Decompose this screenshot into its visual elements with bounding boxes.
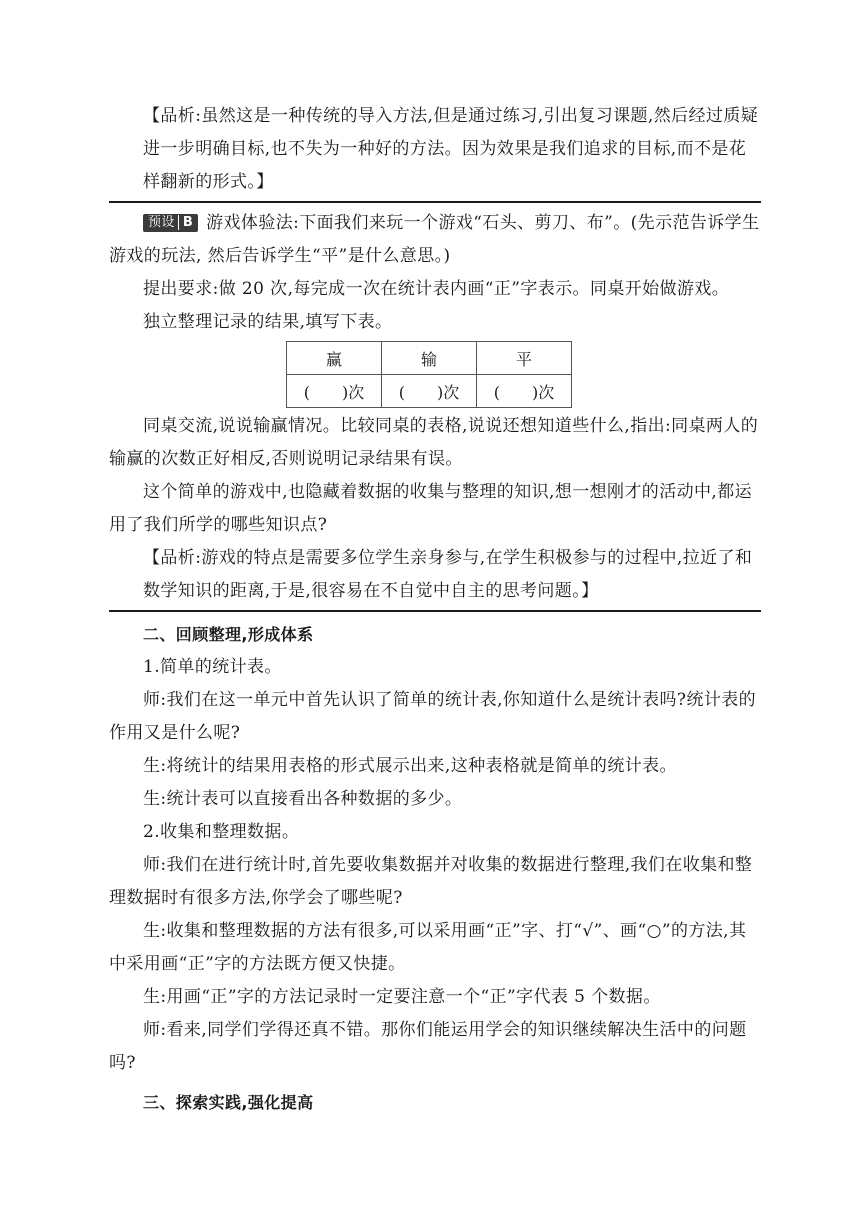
table-header-win: 赢: [287, 342, 382, 375]
table-header-draw: 平: [477, 342, 572, 375]
table-cell-draw: ( )次: [477, 375, 572, 408]
table-cell-lose: ( )次: [382, 375, 477, 408]
table-header-lose: 输: [382, 342, 477, 375]
student-answer-1: 生:将统计的结果用表格的形式展示出来,这种表格就是简单的统计表。: [143, 756, 677, 776]
student-answer-4: 生:用画“正”字的方法记录时一定要注意一个“正”字代表 5 个数据。: [143, 987, 661, 1007]
table-cell-win: ( )次: [287, 375, 382, 408]
preset-tag-label: 预设: [148, 215, 175, 230]
preset-b-text: 游戏体验法:下面我们来玩一个游戏“石头、剪刀、布”。(先示范告诉学生游戏的玩法, 然后告诉学生“平”是什么意思。): [109, 213, 760, 266]
hidden-knowledge-paragraph: 这个简单的游戏中,也隐藏着数据的收集与整理的知识,想一想刚才的活动中,都运用了我们所学的哪些知识点?: [109, 482, 753, 535]
item-1-title: 1.简单的统计表。: [143, 657, 282, 677]
fill-table-paragraph: 独立整理记录的结果,填写下表。: [143, 312, 393, 332]
item-2-title: 2.收集和整理数据。: [143, 822, 300, 842]
teacher-question-3: 师:看来,同学们学得还真不错。那你们能运用学会的知识继续解决生活中的问题吗?: [109, 1020, 747, 1073]
student-answer-2: 生:统计表可以直接看出各种数据的多少。: [143, 789, 463, 809]
section-2-title: 二、回顾整理,形成体系: [143, 625, 314, 644]
requirement-paragraph: 提出要求:做 20 次,每完成一次在统计表内画“正”字表示。同桌开始做游戏。: [143, 279, 730, 299]
analysis-comment-1: 【品析:虽然这是一种传统的导入方法,但是通过练习,引出复习课题,然后经过质疑进一步明确目标,也不失为一种好的方法。因为效果是我们追求的目标,而不是花样翻新的形式。】: [109, 100, 761, 203]
teacher-question-2: 师:我们在进行统计时,首先要收集数据并对收集的数据进行整理,我们在收集和整理数据时有很多方法,你学会了哪些呢?: [109, 855, 753, 908]
document-content: [109, 100, 761, 1119]
analysis-comment-2: 【品析:游戏的特点是需要多位学生亲身参与,在学生积极参与的过程中,拉近了和数学知识的距离,于是,很容易在不自觉中自主的思考问题。】: [109, 542, 761, 612]
exchange-paragraph: 同桌交流,说说输赢情况。比较同桌的表格,说说还想知道些什么,指出:同桌两人的输赢的次数正好相反,否则说明记录结果有误。: [109, 416, 759, 469]
preset-b-paragraph: [109, 207, 761, 273]
preset-tag-letter: B: [178, 215, 193, 230]
section-3-title: 三、探索实践,强化提高: [143, 1093, 314, 1112]
preset-b-badge: [143, 214, 198, 232]
table-row: [287, 375, 572, 408]
teacher-question-1: 师:我们在这一单元中首先认识了简单的统计表,你知道什么是统计表吗?统计表的作用又是什么呢?: [109, 690, 757, 743]
student-answer-3: 生:收集和整理数据的方法有很多,可以采用画“正”字、打“√”、画“○”的方法,其中采用画“正”字的方法既方便又快捷。: [109, 921, 747, 974]
win-lose-draw-table: [286, 341, 572, 408]
table-header-row: [287, 342, 572, 375]
